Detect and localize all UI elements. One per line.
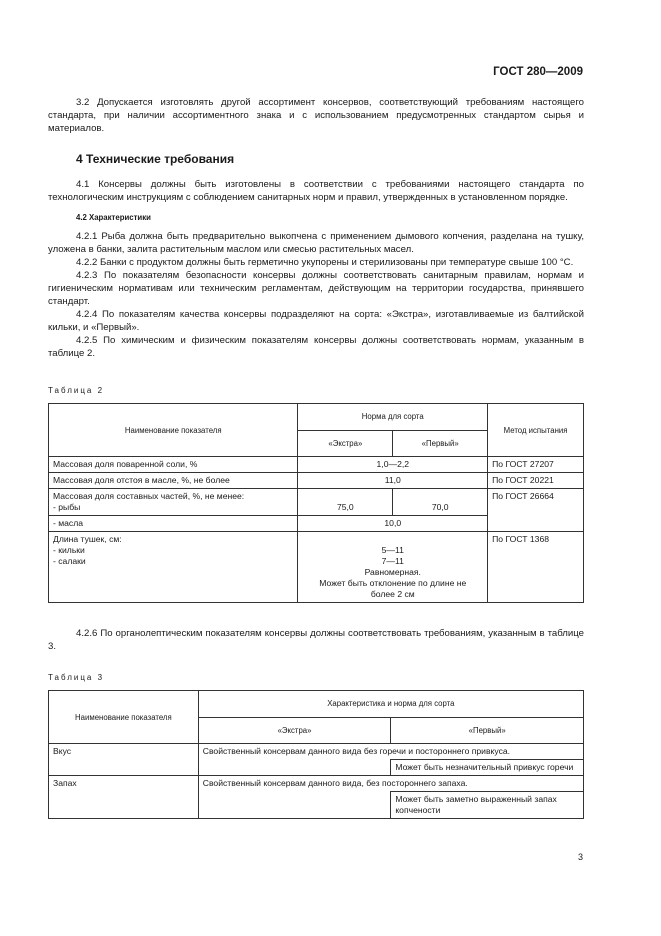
t3-r2-first: Может быть заметно выраженный запах копчености bbox=[391, 792, 584, 819]
t3-r1-extra-empty bbox=[198, 760, 391, 776]
text-block-top bbox=[48, 96, 584, 360]
table-3-caption: Таблица 3 bbox=[48, 673, 105, 682]
t2-r3-name: Массовая доля составных частей, %, не менее: bbox=[53, 491, 245, 501]
t2-header-first: «Первый» bbox=[393, 430, 488, 457]
t3-r2-common: Свойственный консервам данного вида, без постороннего запаха. bbox=[198, 776, 583, 792]
t3-r1-first: Может быть незначительный привкус горечи bbox=[391, 760, 584, 776]
table-3 bbox=[48, 690, 584, 819]
t2-r4-name-cell bbox=[49, 532, 298, 603]
t2-r1-value: 1,0—2,2 bbox=[298, 457, 488, 473]
doc-code-header: ГОСТ 280—2009 bbox=[493, 66, 583, 78]
para-4-2-4: 4.2.4 По показателям качества консервы подразделяют на сорта: «Экстра», изготавливаемые из балтийской кильки, и «Первый». bbox=[48, 309, 584, 333]
t2-header-method: Метод испытания bbox=[488, 404, 584, 457]
t2-r3-fish-first: 70,0 bbox=[393, 489, 488, 516]
t2-r4-method: По ГОСТ 1368 bbox=[488, 532, 584, 603]
table-row bbox=[49, 489, 584, 516]
table-3-block bbox=[48, 671, 584, 819]
para-4-2-3: 4.2.3 По показателям безопасности консервы должны соответствовать санитарным правилам, нормам и гигиеническим нормативам или техническим регламентам, действующим на территории государства, принявшего стандарт. bbox=[48, 270, 584, 307]
table-row bbox=[49, 532, 584, 603]
t2-r3-method: По ГОСТ 26664 bbox=[488, 489, 584, 532]
t2-header-norm: Норма для сорта bbox=[298, 404, 488, 431]
t2-r4-values bbox=[298, 532, 488, 603]
t2-r2-name: Массовая доля отстоя в масле, %, не более bbox=[49, 473, 298, 489]
table-row bbox=[49, 744, 584, 760]
t2-r3-name-cell bbox=[49, 489, 298, 516]
t2-r1-name: Массовая доля поваренной соли, % bbox=[49, 457, 298, 473]
table-row bbox=[49, 457, 584, 473]
table-2-block bbox=[48, 384, 584, 603]
t2-r3-oil-label: - масла bbox=[49, 516, 298, 532]
t3-r2-extra-empty bbox=[198, 792, 391, 819]
t2-r3-fish-label: - рыбы bbox=[53, 502, 81, 512]
t3-header-first: «Первый» bbox=[391, 717, 584, 744]
t2-r2-value: 11,0 bbox=[298, 473, 488, 489]
t3-header-norm: Характеристика и норма для сорта bbox=[198, 691, 583, 718]
t3-r1-name: Вкус bbox=[49, 744, 199, 776]
t2-r4-name: Длина тушек, см: bbox=[53, 534, 122, 544]
t2-r3-oil-value: 10,0 bbox=[298, 516, 488, 532]
section-4-title: 4 Технические требования bbox=[76, 152, 235, 166]
t3-header-name: Наименование показателя bbox=[49, 691, 199, 744]
t3-r2-name: Запах bbox=[49, 776, 199, 819]
t2-r4-v2: 7—11 bbox=[381, 556, 404, 566]
t2-r4-v3: Равномерная. bbox=[364, 567, 421, 577]
t2-r4-v4: Может быть отклонение по длине не более 2 см bbox=[319, 578, 467, 599]
t3-r1-common: Свойственный консервам данного вида без горечи и постороннего привкуса. bbox=[198, 744, 583, 760]
t2-r3-fish-extra: 75,0 bbox=[298, 489, 393, 516]
subsection-4-2: 4.2 Характеристики bbox=[76, 213, 151, 222]
table-row bbox=[49, 473, 584, 489]
para-4-2-6: 4.2.6 По органолептическим показателям консервы должны соответствовать требованиям, указанным в таблице 3. bbox=[48, 628, 584, 652]
t3-header-extra: «Экстра» bbox=[198, 717, 391, 744]
table-2-caption: Таблица 2 bbox=[48, 386, 105, 395]
para-4-2-1: 4.2.1 Рыба должна быть предварительно выкопчена с применением дымового копчения, разделана на тушку, уложена в банки, залита растительным маслом или смесью растительных масел. bbox=[48, 231, 584, 255]
para-4-2-6-block bbox=[48, 627, 584, 653]
table-row bbox=[49, 776, 584, 792]
para-3-2: 3.2 Допускается изготовлять другой ассортимент консервов, соответствующий требованиям настоящего стандарта, при наличии ассортиментного знака и с использованием предусмотренных стандартом сырья и материалов. bbox=[48, 97, 584, 134]
para-4-2-2: 4.2.2 Банки с продуктом должны быть герметично укупорены и стерилизованы при температуре свыше 100 °С. bbox=[76, 257, 574, 268]
page-number: 3 bbox=[577, 852, 583, 862]
para-4-2-5: 4.2.5 По химическим и физическим показателям консервы должны соответствовать нормам, указанным в таблице 2. bbox=[48, 335, 584, 359]
t2-r1-method: По ГОСТ 27207 bbox=[488, 457, 584, 473]
t2-header-name: Наименование показателя bbox=[49, 404, 298, 457]
table-2 bbox=[48, 403, 584, 603]
para-4-1: 4.1 Консервы должны быть изготовлены в соответствии с требованиями настоящего стандарта по технологическим инструкциям с соблюдением санитарных норм и правил, утвержденных в установленном порядке. bbox=[48, 179, 584, 203]
t2-r4-kilka: - кильки bbox=[53, 545, 85, 555]
t2-header-extra: «Экстра» bbox=[298, 430, 393, 457]
t2-r4-salaka: - салаки bbox=[53, 556, 86, 566]
t2-r4-v1: 5—11 bbox=[381, 545, 404, 555]
t2-r2-method: По ГОСТ 20221 bbox=[488, 473, 584, 489]
